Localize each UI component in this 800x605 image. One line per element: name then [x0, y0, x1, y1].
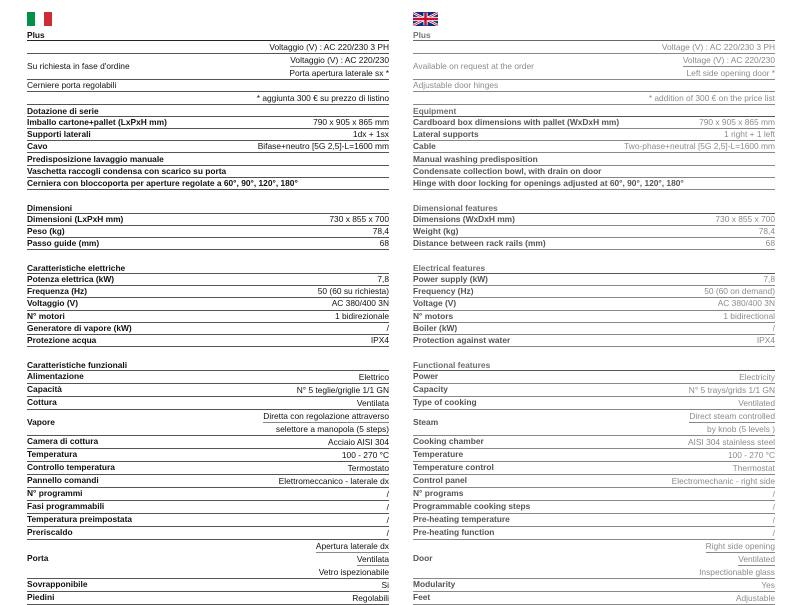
- functional-row-label: Door: [413, 553, 433, 564]
- electrical-row-value: 7,8: [763, 274, 775, 285]
- plus-row-values: [662, 41, 775, 53]
- functional-row-values: [357, 397, 389, 409]
- equipment-row-label: Predisposizione lavaggio manuale: [27, 153, 164, 164]
- functional-row-value: Elettrico: [358, 371, 389, 382]
- electrical-row-value: 1 bidirectional: [723, 310, 775, 321]
- electrical-row-label: Protezione acqua: [27, 334, 97, 345]
- functional-row-value: AISI 304 stainless steel: [687, 436, 775, 447]
- equipment-row-label: Condensate collection bowl, with drain on door: [413, 165, 602, 176]
- functional-row-value: /: [772, 514, 775, 525]
- electrical-row-label: N° motors: [413, 310, 454, 321]
- plus-row: [27, 92, 389, 105]
- equipment-row-value: 790 x 905 x 865 mm: [313, 117, 389, 128]
- functional-row-values: [348, 462, 389, 474]
- functional-row-value: Yes: [761, 579, 775, 590]
- functional-row-values: [263, 410, 389, 435]
- plus-row: [413, 54, 775, 80]
- electrical-row-value: IPX4: [756, 334, 775, 345]
- equipment-row-value: Two-phase+neutral [5G 2,5]-L=1600 mm: [624, 141, 775, 152]
- dimensions-row-label: Weight (kg): [413, 225, 459, 236]
- dimensions-row-value: 78,4: [372, 225, 389, 236]
- equipment-row-value: 790 x 905 x 865 mm: [699, 117, 775, 128]
- functional-row: [27, 592, 389, 605]
- electrical-row-value: AC 380/400 3N: [717, 298, 775, 309]
- electrical-row: [27, 335, 389, 347]
- functional-row-label: Cottura: [27, 397, 57, 408]
- functional-row-value: Ventilata: [356, 553, 389, 564]
- electrical-row: [27, 274, 389, 286]
- functional-row: [27, 514, 389, 527]
- functional-row-values: [739, 371, 775, 383]
- equipment-row-label: Cerniera con bloccoporta per aperture regolate a 60°, 90°, 120°, 180°: [27, 177, 298, 188]
- functional-row-values: [342, 449, 389, 461]
- functional-row-label: Capacity: [413, 384, 448, 395]
- dimensions-row-value: 78,4: [758, 225, 775, 236]
- electrical-row-label: N° motori: [27, 310, 65, 321]
- plus-row-values: [289, 54, 389, 79]
- plus-row-values: [269, 41, 389, 53]
- functional-row-values: [387, 488, 389, 500]
- functional-row-label: Fasi programmabili: [27, 501, 105, 512]
- functional-row: [413, 488, 775, 501]
- dimensions-row: [27, 214, 389, 226]
- electrical-row-value: IPX4: [370, 334, 389, 345]
- functional-row-value: /: [772, 527, 775, 538]
- functional-row-values: [382, 579, 389, 591]
- equipment-row-label: Vaschetta raccogli condensa con scarico su porta: [27, 165, 227, 176]
- equipment-row-label: Cardboard box dimensions with pallet (WxDxH mm): [413, 117, 620, 128]
- dimensions-row-label: Distance between rack rails (mm): [413, 238, 546, 249]
- functional-row-values: [738, 397, 775, 409]
- functional-row-value: Acciaio AISI 304: [328, 436, 389, 447]
- electrical-row-label: Generatore di vapore (kW): [27, 322, 132, 333]
- functional-row: [27, 579, 389, 592]
- plus-row-value: Voltage (V) : AC 220/230: [682, 55, 775, 65]
- equipment-row: [413, 117, 775, 129]
- dimensions-row-label: Passo guide (mm): [27, 238, 100, 249]
- functional-row-value: Apertura laterale dx: [315, 540, 389, 551]
- equipment-row: [27, 178, 389, 190]
- electrical-row-label: Voltaggio (V): [27, 298, 79, 309]
- plus-row-value: Left side opening door *: [686, 68, 775, 78]
- electrical-row: [413, 298, 775, 310]
- plus-row: [27, 54, 389, 80]
- functional-row-value: Thermostat: [732, 462, 775, 473]
- functional-row: [27, 449, 389, 462]
- electrical-row: [27, 311, 389, 323]
- functional-row-values: [316, 540, 389, 578]
- functional-row: [27, 540, 389, 579]
- electrical-row: [413, 323, 775, 335]
- plus-row-label: Su richiesta in fase d'ordine: [27, 61, 130, 71]
- functional-row-label: Temperatura preimpostata: [27, 514, 133, 525]
- functional-row-label: N° programs: [413, 488, 464, 499]
- electrical-row-value: /: [386, 322, 389, 333]
- section-gap: [413, 190, 775, 202]
- dimensions-row-value: 730 x 855 x 700: [329, 213, 389, 224]
- equipment-row: [413, 141, 775, 153]
- functional-row-value: Electricity: [739, 371, 775, 382]
- electrical-row: [413, 286, 775, 298]
- functional-row-values: [688, 436, 775, 448]
- functional-row-values: [773, 527, 775, 539]
- dimensions-row-label: Dimensions (WxDxH mm): [413, 213, 515, 224]
- plus-row: [413, 92, 775, 105]
- dimensions-title: Dimensioni: [27, 202, 389, 214]
- plus-row-value: * aggiunta 300 € su prezzo di listino: [256, 93, 389, 104]
- plus-row-values: [649, 92, 775, 104]
- equipment-row-label: Hinge with door locking for openings adjusted at 60°, 90°, 120°, 180°: [413, 177, 684, 188]
- functional-row: [27, 384, 389, 397]
- functional-row: [27, 436, 389, 449]
- functional-row-values: [672, 475, 775, 487]
- equipment-row: [27, 141, 389, 153]
- functional-row-label: Sovrapponibile: [27, 579, 88, 590]
- functional-row-value: Vetro ispezionabile: [318, 566, 389, 577]
- functional-row-label: Pre-heating temperature: [413, 514, 510, 525]
- dimensions-row-value: 730 x 855 x 700: [715, 213, 775, 224]
- functional-row-label: Steam: [413, 416, 439, 427]
- functional-row-values: [761, 579, 775, 591]
- functional-row-values: [736, 592, 775, 604]
- plus-row-values: [257, 92, 389, 104]
- functional-row-values: [699, 540, 775, 578]
- functional-row-label: N° programmi: [27, 488, 83, 499]
- functional-row-label: Power: [413, 371, 439, 382]
- equipment-row-label: Lateral supports: [413, 129, 479, 140]
- equipment-row: [413, 166, 775, 178]
- equipment-row: [413, 153, 775, 165]
- electrical-row: [413, 311, 775, 323]
- plus-row: [27, 41, 389, 54]
- functional-row-value: Right side opening: [705, 540, 775, 551]
- functional-row-value: 100 - 270 °C: [341, 449, 389, 460]
- electrical-row: [413, 335, 775, 347]
- plus-title: Plus: [27, 29, 389, 41]
- functional-row-label: Type of cooking: [413, 397, 477, 408]
- functional-row-label: Temperatura: [27, 449, 78, 460]
- dimensions-row-value: 68: [379, 238, 389, 249]
- functional-row-value: Si: [381, 579, 389, 590]
- functional-row-label: Piedini: [27, 592, 55, 603]
- functional-row-values: [279, 475, 389, 487]
- english-column: [413, 12, 775, 605]
- dimensions-row: [27, 226, 389, 238]
- functional-row: [413, 527, 775, 540]
- functional-row-values: [773, 488, 775, 500]
- equipment-row: [413, 129, 775, 141]
- electrical-row-label: Boiler (kW): [413, 322, 458, 333]
- functional-row-value: Ventilated: [738, 397, 775, 408]
- functional-row-value: N° 5 teglie/griglie 1/1 GN: [296, 384, 389, 395]
- functional-row: [413, 579, 775, 592]
- functional-row-values: [689, 384, 775, 396]
- functional-row: [27, 397, 389, 410]
- equipment-row: [27, 153, 389, 165]
- functional-row-values: [328, 436, 389, 448]
- dimensions-row: [413, 226, 775, 238]
- electrical-row-value: /: [772, 322, 775, 333]
- electrical-row-label: Protection against water: [413, 334, 511, 345]
- functional-row-value: Adjustable: [735, 592, 775, 603]
- functional-row: [27, 501, 389, 514]
- equipment-row-value: Bifase+neutro [5G 2,5]-L=1600 mm: [257, 141, 389, 152]
- functional-row: [413, 462, 775, 475]
- equipment-title: Equipment: [413, 105, 775, 117]
- functional-row: [413, 436, 775, 449]
- functional-row: [413, 475, 775, 488]
- functional-row: [27, 410, 389, 436]
- functional-row-value: Diretta con regolazione attraverso: [263, 410, 389, 421]
- functional-row-value: N° 5 trays/grids 1/1 GN: [688, 384, 775, 395]
- electrical-row-value: 7,8: [377, 274, 389, 285]
- electrical-row: [413, 274, 775, 286]
- plus-row-value: Voltaggio (V) : AC 220/230 3 PH: [269, 42, 389, 52]
- functional-row-label: Temperature control: [413, 462, 494, 473]
- dimensions-title: Dimensional features: [413, 202, 775, 214]
- functional-row-label: Control panel: [413, 475, 467, 486]
- functional-row-value: /: [386, 488, 389, 499]
- equipment-row-value: 1 right + 1 left: [724, 129, 775, 140]
- functional-row-value: Elettromeccanico - laterale dx: [278, 475, 389, 486]
- equipment-row: [27, 117, 389, 129]
- functional-row-value: by knob (5 levels ): [707, 423, 775, 434]
- functional-row-value: Electromechanic - right side: [671, 475, 775, 486]
- functional-row-values: [352, 592, 389, 604]
- functional-row-label: Porta: [27, 553, 49, 564]
- functional-row-value: 100 - 270 °C: [727, 449, 775, 460]
- electrical-row: [27, 298, 389, 310]
- functional-row-value: Ventilated: [738, 553, 775, 564]
- electrical-title: Electrical features: [413, 262, 775, 274]
- plus-row: [27, 80, 389, 92]
- functional-row-value: /: [772, 488, 775, 499]
- italian-flag-icon: [27, 12, 52, 26]
- functional-row: [413, 371, 775, 384]
- electrical-row-label: Frequency (Hz): [413, 286, 474, 297]
- equipment-row: [27, 129, 389, 141]
- equipment-row-label: Supporti laterali: [27, 129, 91, 140]
- electrical-row-value: 50 (60 su richiesta): [317, 286, 389, 297]
- dimensions-row: [413, 214, 775, 226]
- functional-title: Functional features: [413, 359, 775, 371]
- functional-row-label: Feet: [413, 592, 431, 603]
- functional-row: [27, 488, 389, 501]
- electrical-row-value: 50 (60 on demand): [704, 286, 775, 297]
- section-gap: [27, 250, 389, 262]
- functional-row-values: [733, 462, 775, 474]
- functional-row-value: selettore a manopola (5 steps): [275, 423, 389, 434]
- electrical-row: [27, 286, 389, 298]
- section-gap: [413, 250, 775, 262]
- electrical-row-value: 1 bidirezionale: [334, 310, 389, 321]
- plus-row-value: Voltaggio (V) : AC 220/230: [290, 55, 389, 65]
- functional-row-label: Programmable cooking steps: [413, 501, 531, 512]
- electrical-row-label: Power supply (kW): [413, 274, 488, 285]
- functional-row: [27, 371, 389, 384]
- plus-row-value: Voltage (V) : AC 220/230 3 PH: [661, 42, 775, 52]
- dimensions-row: [413, 238, 775, 250]
- functional-row-label: Camera di cottura: [27, 436, 99, 447]
- functional-row-values: [359, 371, 389, 383]
- electrical-row-label: Frequenza (Hz): [27, 286, 88, 297]
- functional-row-value: Inspectionable glass: [699, 566, 775, 577]
- functional-row-value: Ventilata: [356, 397, 389, 408]
- section-gap: [413, 347, 775, 359]
- functional-row-value: /: [386, 514, 389, 525]
- functional-row-label: Cooking chamber: [413, 436, 484, 447]
- uk-flag-icon: [413, 12, 438, 26]
- electrical-row-label: Potenza elettrica (kW): [27, 274, 115, 285]
- functional-row: [413, 540, 775, 579]
- functional-row-value: Direct steam controlled: [689, 410, 775, 421]
- functional-row-values: [773, 514, 775, 526]
- functional-row-value: Termostato: [347, 462, 389, 473]
- functional-row-value: /: [386, 527, 389, 538]
- plus-row-label: Available on request at the order: [413, 61, 534, 71]
- plus-title: Plus: [413, 29, 775, 41]
- functional-row-label: Modularity: [413, 579, 456, 590]
- functional-row: [413, 501, 775, 514]
- plus-row: [413, 80, 775, 92]
- electrical-row-label: Voltage (V): [413, 298, 457, 309]
- functional-row-values: [387, 501, 389, 513]
- functional-row-value: Regolabili: [352, 592, 389, 603]
- functional-row: [413, 449, 775, 462]
- equipment-row: [27, 166, 389, 178]
- functional-row: [413, 384, 775, 397]
- section-gap: [27, 347, 389, 359]
- equipment-row-label: Cable: [413, 141, 436, 152]
- dimensions-row-label: Dimensioni (LxPxH mm): [27, 213, 124, 224]
- functional-row: [413, 410, 775, 436]
- equipment-row-label: Cavo: [27, 141, 48, 152]
- italian-column: [27, 12, 389, 605]
- functional-row-value: /: [386, 501, 389, 512]
- functional-row-label: Alimentazione: [27, 371, 84, 382]
- functional-row-values: [728, 449, 775, 461]
- electrical-row: [27, 323, 389, 335]
- plus-row-values: [683, 54, 775, 79]
- functional-row-label: Controllo temperatura: [27, 462, 115, 473]
- dimensions-row: [27, 238, 389, 250]
- section-gap: [27, 190, 389, 202]
- functional-row-values: [387, 527, 389, 539]
- functional-row: [413, 592, 775, 605]
- plus-row: [413, 41, 775, 54]
- functional-row: [27, 475, 389, 488]
- functional-row-values: [387, 514, 389, 526]
- functional-title: Caratteristiche funzionali: [27, 359, 389, 371]
- functional-row-values: [773, 501, 775, 513]
- functional-row-values: [297, 384, 389, 396]
- dimensions-row-value: 68: [765, 238, 775, 249]
- equipment-row-value: 1dx + 1sx: [352, 129, 389, 140]
- plus-row-label: Adjustable door hinges: [413, 80, 499, 91]
- functional-row-label: Temperature: [413, 449, 464, 460]
- electrical-row-value: AC 380/400 3N: [331, 298, 389, 309]
- plus-row-value: Porta apertura laterale sx *: [289, 68, 389, 78]
- functional-row: [27, 527, 389, 540]
- functional-row: [27, 462, 389, 475]
- functional-row-label: Capacità: [27, 384, 62, 395]
- functional-row-label: Vapore: [27, 416, 55, 427]
- functional-row: [413, 397, 775, 410]
- functional-row-label: Pannello comandi: [27, 475, 99, 486]
- functional-row-label: Pre-heating function: [413, 527, 495, 538]
- equipment-row-label: Manual washing predisposition: [413, 153, 538, 164]
- functional-row-value: /: [772, 501, 775, 512]
- equipment-title: Dotazione di serie: [27, 105, 389, 117]
- functional-row-label: Preriscaldo: [27, 527, 73, 538]
- functional-row: [413, 514, 775, 527]
- dimensions-row-label: Peso (kg): [27, 225, 65, 236]
- plus-row-value: * addition of 300 € on the price list: [648, 93, 775, 104]
- electrical-title: Caratteristiche elettriche: [27, 262, 389, 274]
- functional-row-values: [689, 410, 775, 435]
- plus-row-label: Cerniere porta regolabili: [27, 80, 117, 91]
- equipment-row: [413, 178, 775, 190]
- equipment-row-label: Imballo cartone+pallet (LxPxH mm): [27, 117, 167, 128]
